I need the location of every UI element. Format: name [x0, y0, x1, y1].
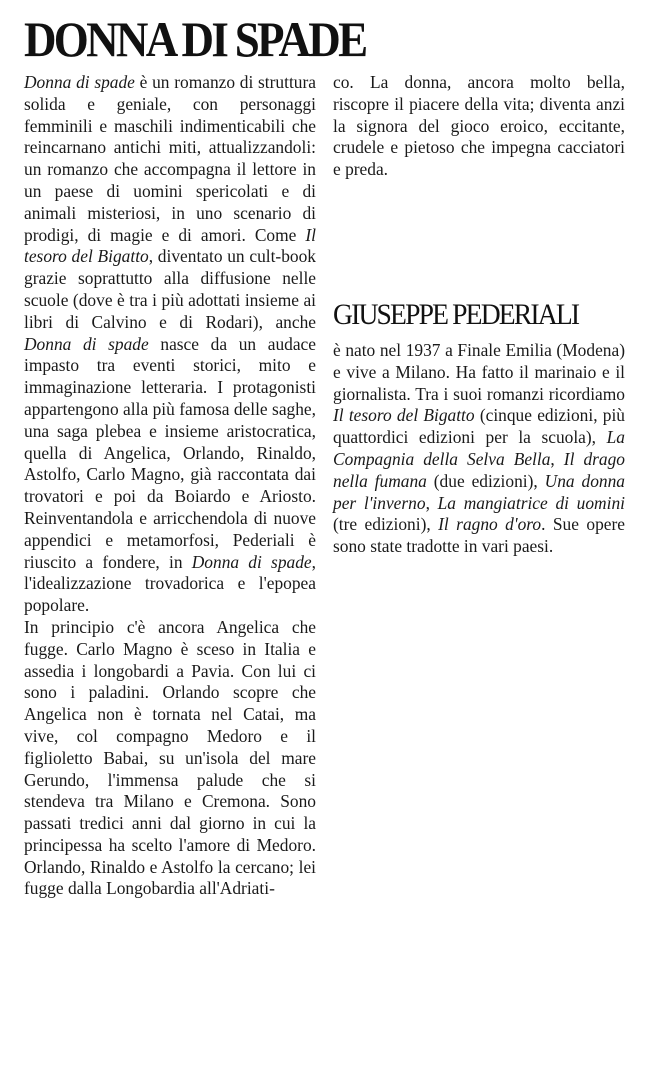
- text-run: ,: [425, 492, 438, 513]
- italic-title-run: Donna di spade: [24, 333, 149, 354]
- synopsis-paragraph-1: [24, 72, 316, 617]
- author-name: GIUSEPPE PEDERIALI: [333, 298, 579, 331]
- author-bio: [333, 340, 625, 558]
- text-run: ,: [550, 448, 564, 469]
- italic-title-run: Il drago nella fumana: [333, 448, 626, 491]
- text-run: (cinque edizioni, più quattordici edizioni per la scuola),: [333, 405, 626, 448]
- synopsis-right-column: [333, 72, 625, 181]
- synopsis-paragraph-2-continued: co. La donna, ancora molto bella, riscopre il piacere della vita; diventa anzi la signora del gioco eroico, eccitante, crudele e pietoso che impegna cacciatori e preda.: [333, 72, 625, 180]
- synopsis-left-column: [24, 72, 316, 900]
- text-run: (tre edizioni),: [333, 514, 439, 535]
- book-title: DONNA DI SPADE: [24, 11, 366, 67]
- italic-title-run: Donna di spade: [191, 551, 312, 572]
- italic-title-run: La mangiatrice di uomini: [437, 492, 625, 513]
- text-run: è un romanzo di struttura solida e geniale, con personaggi femminili e maschili indimenticabili che reincarnano antichi miti, attualizzandoli: un romanzo che accompagna il lettore in un paese di uomini spericolati e di animali misteriosi, in uno scenario di prodigi, di magie e di amori. Come: [24, 72, 316, 245]
- text-run: , l'idealizzazione trovadorica e l'epopea popolare.: [24, 551, 316, 616]
- synopsis-paragraph-2: In principio c'è ancora Angelica che fugge. Carlo Magno è sceso in Italia e assedia i longobardi a Pavia. Con lui ci sono i paladini. Orlando scopre che Angelica non è tornata nel Catai, ma vive, col compagno Medoro e il figlioletto Babai, su un'isola del mare Gerundo, l'immensa palude che si stendeva tra Milano e Cremona. Sono passati tredici anni dal giorno in cui la principessa ha scelto l'amore di Medoro. Orlando, Rinaldo e Astolfo la cercano; lei fugge dalla Longobardia all'Adriati-: [24, 616, 316, 899]
- italic-title-run: Il tesoro del Bigatto: [333, 405, 475, 426]
- italic-title-run: Il tesoro del Bigatto: [24, 224, 316, 267]
- text-run: . Sue opere sono state tradotte in vari paesi.: [333, 514, 625, 557]
- text-run: è nato nel 1937 a Finale Emilia (Modena) e vive a Milano. Ha fatto il marinaio e il giornalista. Tra i suoi romanzi ricordiamo: [333, 340, 625, 404]
- italic-title-run: La Compagnia della Selva Bella: [333, 427, 625, 469]
- text-run: nasce da un audace impasto tra eventi storici, mito e immaginazione letteraria. I protagonisti appartengono alla più famosa delle saghe, una saga plebea e insieme aristocratica, quella di Angelica, Orlando, Rinaldo, Astolfo, Carlo Magno, già raccontata dai trovatori e poi da Boiardo e Ariosto. Reinventandola e arricchendola di nuove appendici e metamorfosi, Pederiali è riuscito a fondere, in: [24, 333, 316, 572]
- author-section: [333, 300, 625, 575]
- text-run: , diventato un cult-book grazie soprattutto alla diffusione nelle scuole (dove è tra i più adottati insieme ai libri di Calvino e di Rodari), anche: [24, 246, 316, 332]
- italic-title-run: Il ragno d'oro: [438, 514, 542, 535]
- italic-title-run: Una donna per l'inverno: [333, 470, 625, 513]
- text-run: (due edizioni),: [426, 470, 545, 491]
- italic-title-run: Donna di spade: [24, 72, 135, 92]
